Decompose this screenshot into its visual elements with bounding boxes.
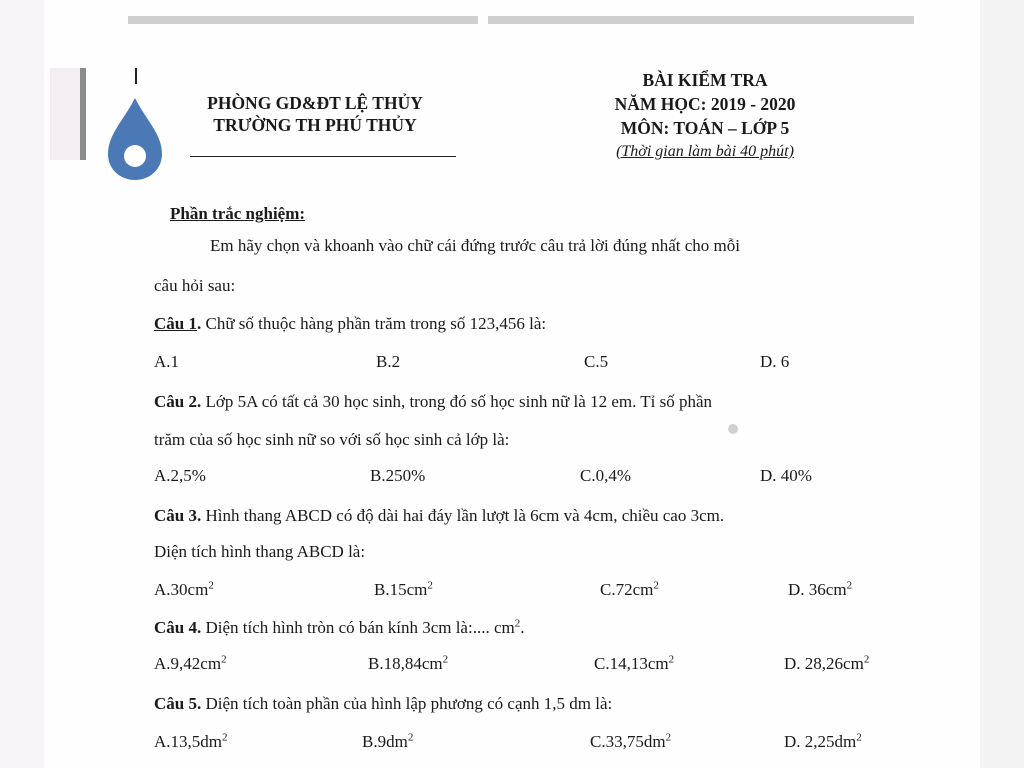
question-1-text: Chữ số thuộc hàng phần trăm trong số 123,456 là: bbox=[205, 314, 547, 333]
question-3 bbox=[154, 506, 724, 526]
cursor-dot bbox=[728, 424, 738, 434]
question-1 bbox=[154, 314, 546, 334]
question-4: Câu 4. Diện tích hình tròn có bán kính 3cm là:.... $cm^2$. bbox=[154, 617, 525, 637]
exam-title: BÀI KIỂM TRA bbox=[642, 70, 768, 90]
q2-option-a[interactable]: A.2,5% bbox=[154, 466, 206, 485]
question-2-text-1: Lớp 5A có tất cả 30 học sinh, trong đó số học sinh nữ là 12 em. Tỉ số phần bbox=[205, 392, 713, 411]
time-limit: (Thời gian làm bài 40 phút) bbox=[616, 143, 794, 160]
subject: MÔN: TOÁN – LỚP 5 bbox=[620, 118, 790, 138]
question-2-label: Câu 2. bbox=[154, 392, 202, 411]
side-tab bbox=[50, 68, 86, 160]
q2-option-c[interactable]: C.0,4% bbox=[580, 466, 631, 485]
top-bar-left bbox=[128, 16, 478, 24]
q4-option-d[interactable]: D. $28,26cm^2$ bbox=[784, 653, 870, 673]
question-2 bbox=[154, 392, 712, 412]
question-3-text-2: Diện tích hình thang ABCD là: bbox=[154, 542, 366, 561]
q5-option-a[interactable]: $A.13,5dm^2$ bbox=[154, 731, 228, 751]
school-name: TRƯỜNG TH PHÚ THỦY bbox=[213, 115, 417, 135]
q1-option-a[interactable]: A.1 bbox=[154, 352, 180, 371]
q3-option-d[interactable]: D. $36cm^2$ bbox=[788, 579, 853, 599]
q1-option-c[interactable]: C.5 bbox=[584, 352, 609, 371]
q3-option-b[interactable]: $B.15cm^2$ bbox=[374, 579, 433, 599]
question-4-text: Diện tích hình tròn có bán kính 3cm là:.... cm bbox=[205, 618, 515, 637]
q4-option-a[interactable]: $A.9,42cm^2$ bbox=[154, 653, 227, 673]
instruction-line-1: Em hãy chọn và khoanh vào chữ cái đứng trước câu trả lời đúng nhất cho mỗi bbox=[210, 236, 740, 255]
question-5-label: Câu 5. bbox=[154, 694, 202, 713]
header-underline bbox=[190, 156, 456, 157]
q2-option-d[interactable]: D. 40% bbox=[760, 466, 812, 485]
q4-option-c[interactable]: $C.14,13cm^2$ bbox=[594, 653, 675, 673]
q3-option-c[interactable]: $C.72cm^2$ bbox=[600, 579, 659, 599]
exam-header bbox=[580, 68, 830, 164]
instruction-line-2: câu hỏi sau: bbox=[154, 276, 236, 295]
question-5 bbox=[154, 694, 612, 714]
q3-option-a[interactable]: $A.30cm^2$ bbox=[154, 579, 214, 599]
question-1-label: Câu 1 bbox=[154, 314, 197, 333]
left-margin bbox=[0, 0, 44, 768]
q5-option-c[interactable]: $C.33,75dm^2$ bbox=[590, 731, 672, 751]
q1-option-d[interactable]: D. 6 bbox=[760, 352, 790, 371]
right-margin bbox=[980, 0, 1024, 768]
department-name: PHÒNG GD&ĐT LỆ THỦY bbox=[207, 93, 423, 113]
question-3-text-1: Hình thang ABCD có độ dài hai đáy lần lượt là 6cm và 4cm, chiều cao 3cm. bbox=[205, 506, 725, 525]
question-1-sep: . bbox=[196, 314, 202, 333]
top-bar-right bbox=[488, 16, 914, 24]
water-drop-icon bbox=[106, 68, 164, 182]
question-4-label: Câu 4. bbox=[154, 618, 202, 637]
question-2-text-2: trăm của số học sinh nữ so với số học sinh cả lớp là: bbox=[154, 430, 510, 449]
school-year: NĂM HỌC: 2019 - 2020 bbox=[614, 94, 796, 114]
q1-option-b[interactable]: B.2 bbox=[376, 352, 401, 371]
q4-option-b[interactable]: $B.18,84cm^2$ bbox=[368, 653, 449, 673]
section-title: Phần trắc nghiệm: bbox=[170, 204, 306, 223]
question-5-text: Diện tích toàn phần của hình lập phương có cạnh 1,5 dm là: bbox=[205, 694, 613, 713]
question-3-label: Câu 3. bbox=[154, 506, 202, 525]
q2-option-b[interactable]: B.250% bbox=[370, 466, 426, 485]
q5-option-d[interactable]: D. $2,25dm^2$ bbox=[784, 731, 862, 751]
q5-option-b[interactable]: $B.9dm^2$ bbox=[362, 731, 414, 751]
school-header bbox=[170, 92, 460, 136]
